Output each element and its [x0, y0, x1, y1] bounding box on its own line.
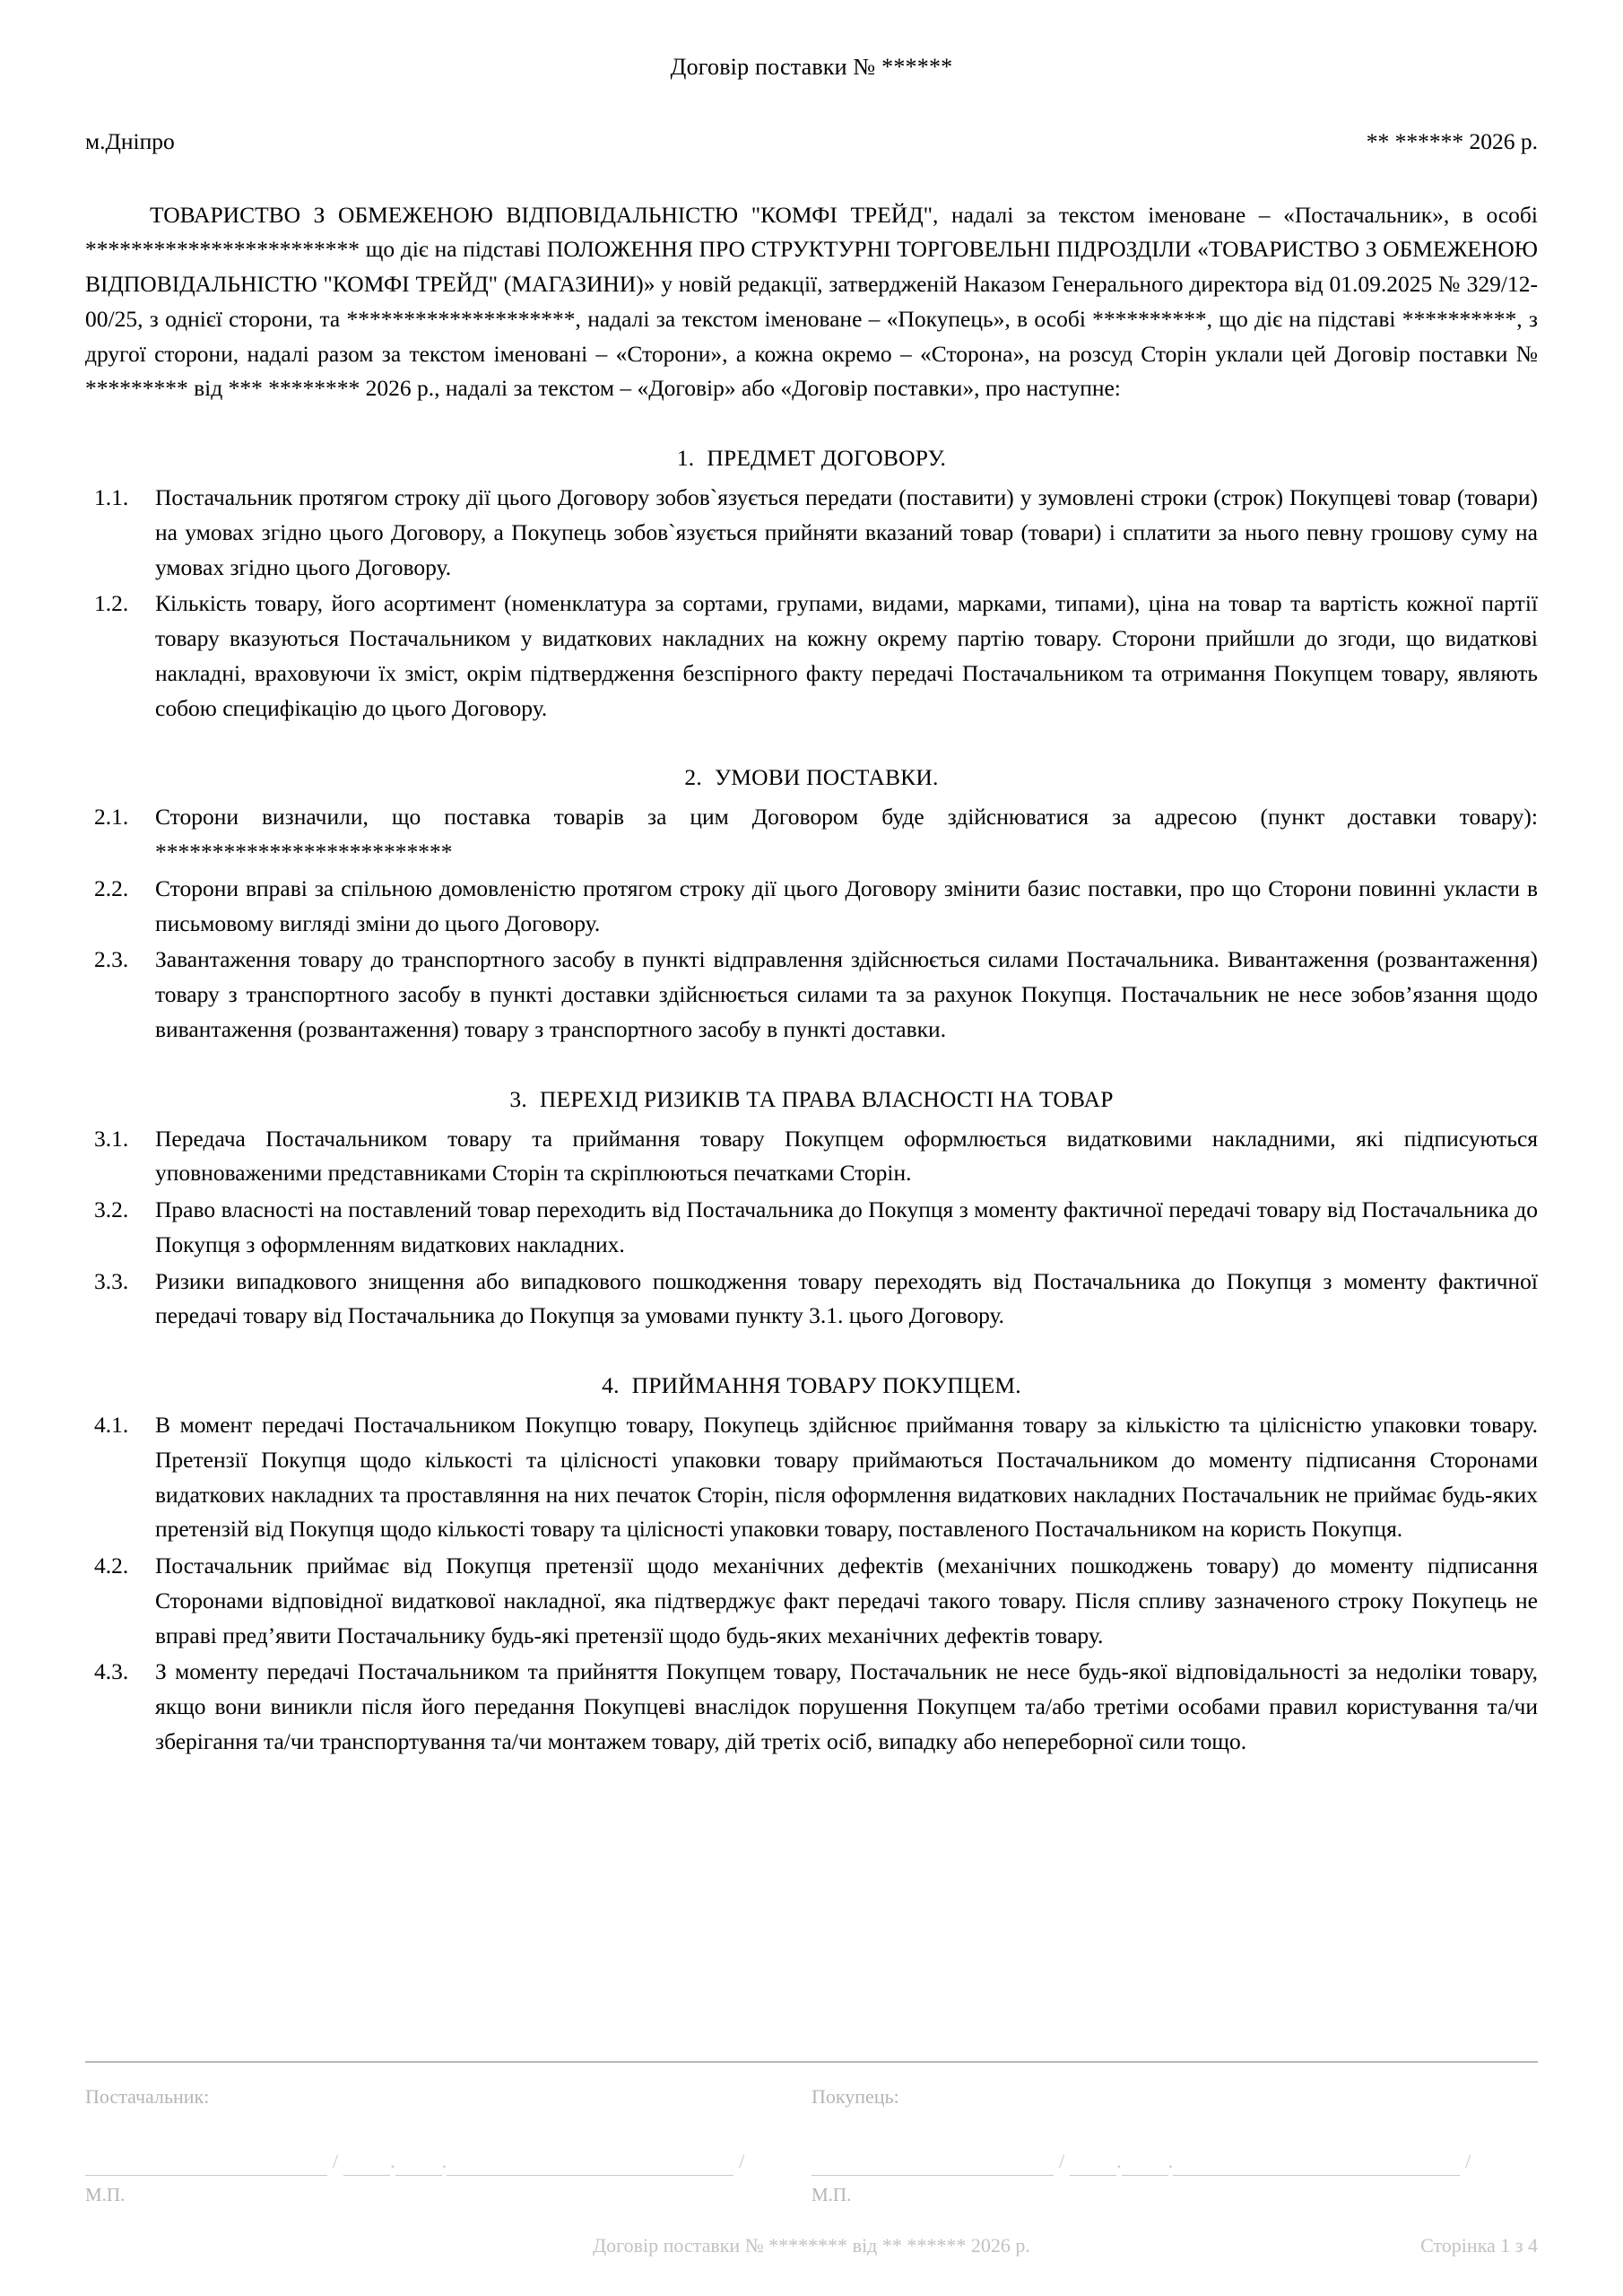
buyer-label: Покупець: — [812, 2084, 899, 2108]
footer-divider — [85, 2061, 1538, 2063]
signature-separator: / — [1059, 2149, 1065, 2172]
clause-number: 3.1. — [94, 1125, 129, 1152]
supplier-initial-field-2[interactable] — [395, 2155, 442, 2176]
buyer-signature-field[interactable] — [812, 2155, 1054, 2176]
signature-row — [85, 2083, 1538, 2208]
clause-2-2 — [85, 872, 1538, 942]
signature-separator: / — [1465, 2149, 1471, 2172]
clause-number: 4.3. — [94, 1658, 129, 1685]
signature-separator: / — [333, 2149, 339, 2172]
clause-number: 2.1. — [94, 804, 129, 831]
city-date-row — [85, 126, 1538, 159]
clause-2-3 — [85, 943, 1538, 1047]
clause-text: Сторони визначили, що поставка товарів за цим Договором буде здійснюватися за адресою (пункт доставки товару): ************************** — [155, 804, 1538, 865]
footer-bottom-row — [85, 2231, 1538, 2258]
clause-3-2 — [85, 1193, 1538, 1263]
section-title-2: УМОВИ ПОСТАВКИ. — [714, 764, 939, 791]
footer-page-number: Сторінка 1 з 4 — [1420, 2234, 1538, 2257]
supplier-signature-block — [85, 2083, 812, 2208]
clause-3-1 — [85, 1122, 1538, 1192]
section-heading-4 — [85, 1370, 1538, 1403]
section-number-2: 2. — [684, 764, 702, 791]
clause-4-3 — [85, 1655, 1538, 1759]
clause-1-1 — [85, 481, 1538, 585]
clause-text: Право власності на поставлений товар переходить від Постачальника до Покупця з моменту фактичної передачі товару від Постачальника до Покупця з оформленням видаткових накладних. — [155, 1196, 1538, 1257]
section-title-1: ПРЕДМЕТ ДОГОВОРУ. — [707, 445, 947, 472]
clause-text: Ризики випадкового знищення або випадкового пошкодження товару переходять від Постачальника до Покупця з моменту фактичної передачі товару від Постачальника до Покупця за умовами пункту 3.1. цього Договору. — [155, 1267, 1538, 1329]
signature-separator: / — [739, 2149, 745, 2172]
supplier-initial-field-1[interactable] — [343, 2155, 390, 2176]
signature-dot: . — [1167, 2149, 1174, 2172]
clause-1-2 — [85, 587, 1538, 726]
buyer-signature-block — [812, 2083, 1538, 2208]
clause-text: Кількість товару, його асортимент (номенклатура за сортами, групами, видами, марками, типами), ціна на товар та вартість кожної партії товару вказуються Постачальником у видаткових накладних на кожну окрему партію товару. Сторони прийшли до згоди, що видаткові накладні, враховуючи їх зміст, окрім підтвердження безспірного факту передачі Постачальником та отримання Покупцем товару, являють собою специфікацію до цього Договору. — [155, 590, 1538, 721]
page-footer — [85, 2061, 1538, 2258]
section-title-3: ПЕРЕХІД РИЗИКІВ ТА ПРАВА ВЛАСНОСТІ НА ТОВАР — [539, 1085, 1114, 1112]
section-number-1: 1. — [676, 445, 695, 472]
page-title: Договір поставки № ****** — [670, 54, 953, 80]
section-heading-3 — [85, 1083, 1538, 1117]
clause-text: Сторони вправі за спільною домовленістю протягом строку дії цього Договору змінити базис поставки, про що Сторони повинні укласти в письмовому вигляді зміни до цього Договору. — [155, 874, 1538, 936]
clause-2-1 — [85, 800, 1538, 870]
supplier-label: Постачальник: — [85, 2084, 210, 2108]
supplier-seal-label: М.П. — [85, 2183, 126, 2205]
clause-4-1 — [85, 1408, 1538, 1547]
buyer-seal-label: М.П. — [812, 2183, 852, 2205]
clause-text: Завантаження товару до транспортного засобу в пункті відправлення здійснюється силами Постачальника. Вивантаження (розвантаження) товару з транспортного засобу в пункті доставки здійснюється силами та за рахунок Покупця. Постачальник не несе зобов’язання щодо вивантаження (розвантаження) товару з транспортного засобу в пункті доставки. — [155, 946, 1538, 1042]
section-heading-2 — [85, 761, 1538, 795]
clause-number: 4.1. — [94, 1412, 129, 1439]
intro-paragraph: ТОВАРИСТВО З ОБМЕЖЕНОЮ ВІДПОВІДАЛЬНІСТЮ "КОМФІ ТРЕЙД", надалі за текстом іменоване – «Постачальник», в особі ************************ що діє на підставі ПОЛОЖЕННЯ ПРО СТРУКТУРНІ ТОРГОВЕЛЬНІ ПІДРОЗДІЛИ «ТОВАРИСТВО З ОБМЕЖЕНОЮ ВІДПОВІДАЛЬНІСТЮ "КОМФІ ТРЕЙД" (МАГАЗИНИ)» у новій редакції, затвердженій Наказом Генерального директора від 01.09.2025 № 329/12-00/25, з однієї сторони, та ********************, надалі за текстом іменоване – «Покупець», в особі **********, що діє на підставі **********, з другої сторони, надалі разом за текстом іменовані – «Сторони», а кожна окремо – «Сторона», на розсуд Сторін уклали цей Договір поставки № ********* від *** ******** 2026 р., надалі за текстом – «Договір» або «Договір поставки», про наступне: — [85, 201, 1538, 402]
buyer-initial-field-1[interactable] — [1070, 2155, 1116, 2176]
city-label: м.Дніпро — [85, 127, 175, 154]
clause-number: 3.3. — [94, 1267, 129, 1294]
clause-text: Передача Постачальником товару та приймання товару Покупцем оформлюється видатковими накладними, які підписуються уповноваженими представниками Сторін та скріплюються печатками Сторін. — [155, 1125, 1538, 1187]
clause-text: Постачальник приймає від Покупця претензії щодо механічних дефектів (механічних пошкоджень товару) до моменту підписання Сторонами відповідної видаткової накладної, яка підтверджує факт передачі такого товару. Після спливу зазначеного строку Покупець не вправі пред’явити Постачальнику будь-які претензії щодо будь-яких механічних дефектів товару. — [155, 1552, 1538, 1648]
clause-number: 3.2. — [94, 1196, 129, 1223]
signature-dot: . — [390, 2149, 395, 2172]
section-number-4: 4. — [602, 1372, 620, 1399]
buyer-signature-lines — [812, 2147, 1538, 2176]
date-label: ** ****** 2026 р. — [1366, 127, 1538, 154]
section-title-4: ПРИЙМАННЯ ТОВАРУ ПОКУПЦЕМ. — [631, 1372, 1021, 1399]
clause-number: 1.2. — [94, 590, 129, 617]
clause-text: З моменту передачі Постачальником та прийняття Покупцем товару, Постачальник не несе будь-якої відповідальності за недоліки товару, якщо вони виникли після його передання Покупцеві внаслідок порушення Покупцем та/або третіми особами правил користування та/чи зберігання та/чи транспортування та/чи монтажем товару, дій третіх осіб, випадку або непереборної сили тощо. — [155, 1658, 1538, 1754]
footer-doc-reference: Договір поставки № ******** від ** ****** 2026 р. — [593, 2234, 1030, 2257]
signature-dot: . — [1116, 2149, 1122, 2172]
clause-number: 1.1. — [94, 484, 129, 511]
clause-3-3 — [85, 1265, 1538, 1335]
buyer-name-field[interactable] — [1173, 2155, 1460, 2176]
section-heading-1 — [85, 442, 1538, 475]
clause-text: В момент передачі Постачальником Покупцю товару, Покупець здійснює приймання товару за кількістю та цілісністю упаковки товару. Претензії Покупця щодо кількості та цілісності упаковки товару приймаються Постачальником до моменту підписання Сторонами видаткових накладних та проставляння на них печаток Сторін, після оформлення видаткових накладних Постачальник не приймає будь-яких претензій від Покупця щодо кількості товару та цілісності упаковки товару, поставленого Постачальником на користь Покупця. — [155, 1412, 1538, 1543]
supplier-signature-lines — [85, 2147, 812, 2176]
section-number-3: 3. — [509, 1085, 527, 1112]
clause-number: 2.2. — [94, 874, 129, 901]
clause-4-2 — [85, 1549, 1538, 1653]
signature-dot: . — [441, 2149, 447, 2172]
clause-number: 4.2. — [94, 1552, 129, 1579]
clause-number: 2.3. — [94, 946, 129, 973]
supplier-signature-field[interactable] — [85, 2155, 327, 2176]
supplier-name-field[interactable] — [447, 2155, 733, 2176]
buyer-initial-field-2[interactable] — [1122, 2155, 1168, 2176]
clause-text: Постачальник протягом строку дії цього Договору зобов`язується передати (поставити) у зумовлені строки (строк) Покупцеві товар (товари) на умовах згідно цього Договору, а Покупець зобов`язується прийняти вказаний товар (товари) і сплатити за нього певну грошову суму на умовах згідно цього Договору. — [155, 484, 1538, 580]
